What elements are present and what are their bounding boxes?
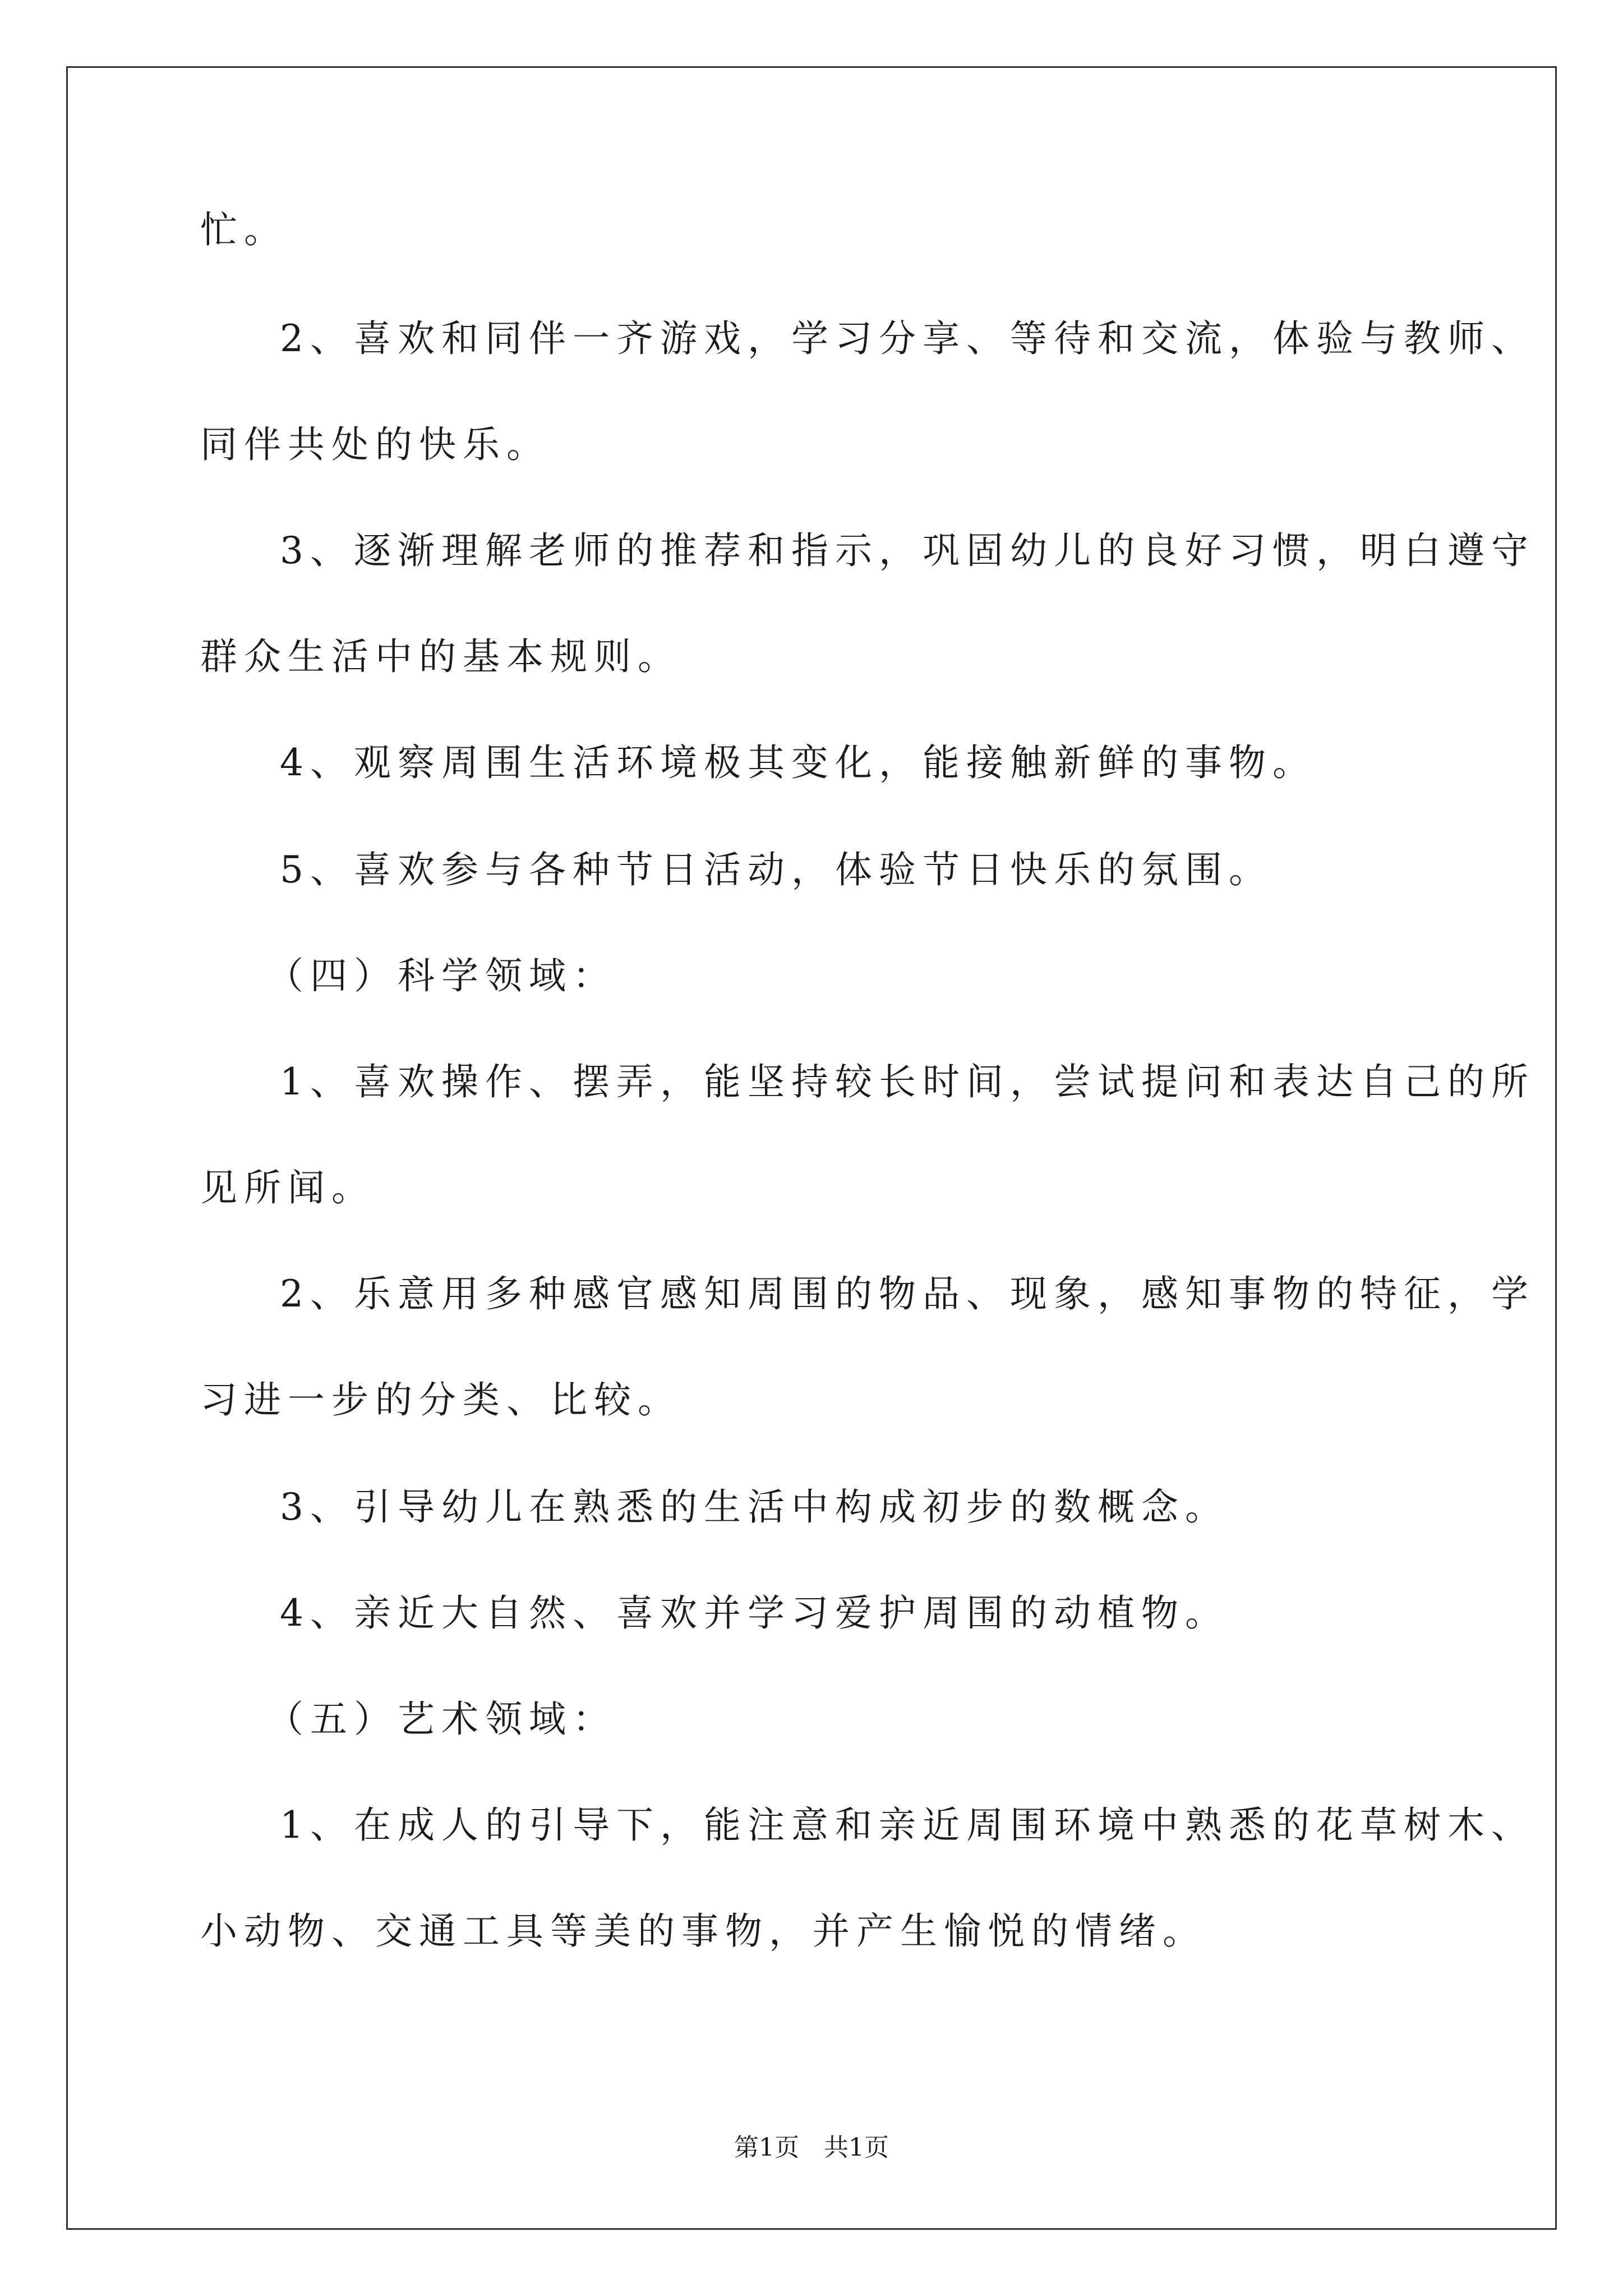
- page-border: [66, 66, 1557, 2230]
- text-line: 1、在成人的引导下，能注意和亲近周围环境中熟悉的花草树木、: [280, 1803, 1535, 1847]
- text-line: 3、逐渐理解老师的推荐和指示，巩固幼儿的良好习惯，明白遵守: [280, 529, 1535, 572]
- text-line: 群众生活中的基本规则。: [200, 635, 681, 678]
- page-footer: [0, 2127, 1623, 2163]
- text-line: 3、引导幼儿在熟悉的生活中构成初步的数概念。: [280, 1485, 1229, 1529]
- text-line: 忙。: [200, 208, 288, 251]
- section-heading: （五）艺术领域：: [266, 1697, 616, 1741]
- text-line: 5、喜欢参与各种节日活动，体验节日快乐的氛围。: [280, 848, 1272, 891]
- text-line: 习进一步的分类、比较。: [200, 1378, 681, 1421]
- text-line: 2、喜欢和同伴一齐游戏，学习分享、等待和交流，体验与教师、: [280, 317, 1535, 360]
- page-total: 共1页: [824, 2133, 889, 2162]
- text-line: 4、观察周围生活环境极其变化，能接触新鲜的事物。: [280, 741, 1316, 784]
- text-line: 同伴共处的快乐。: [200, 423, 550, 466]
- text-line: 小动物、交通工具等美的事物，并产生愉悦的情绪。: [200, 1910, 1206, 1953]
- text-line: 见所闻。: [200, 1166, 375, 1209]
- text-line: 4、亲近大自然、喜欢并学习爱护周围的动植物。: [280, 1591, 1229, 1635]
- page-number: 第1页: [734, 2133, 799, 2162]
- section-heading: （四）科学领域：: [266, 954, 616, 997]
- text-line: 1、喜欢操作、摆弄，能坚持较长时间，尝试提问和表达自己的所: [280, 1060, 1535, 1103]
- text-line: 2、乐意用多种感官感知周围的物品、现象，感知事物的特征，学: [280, 1272, 1535, 1315]
